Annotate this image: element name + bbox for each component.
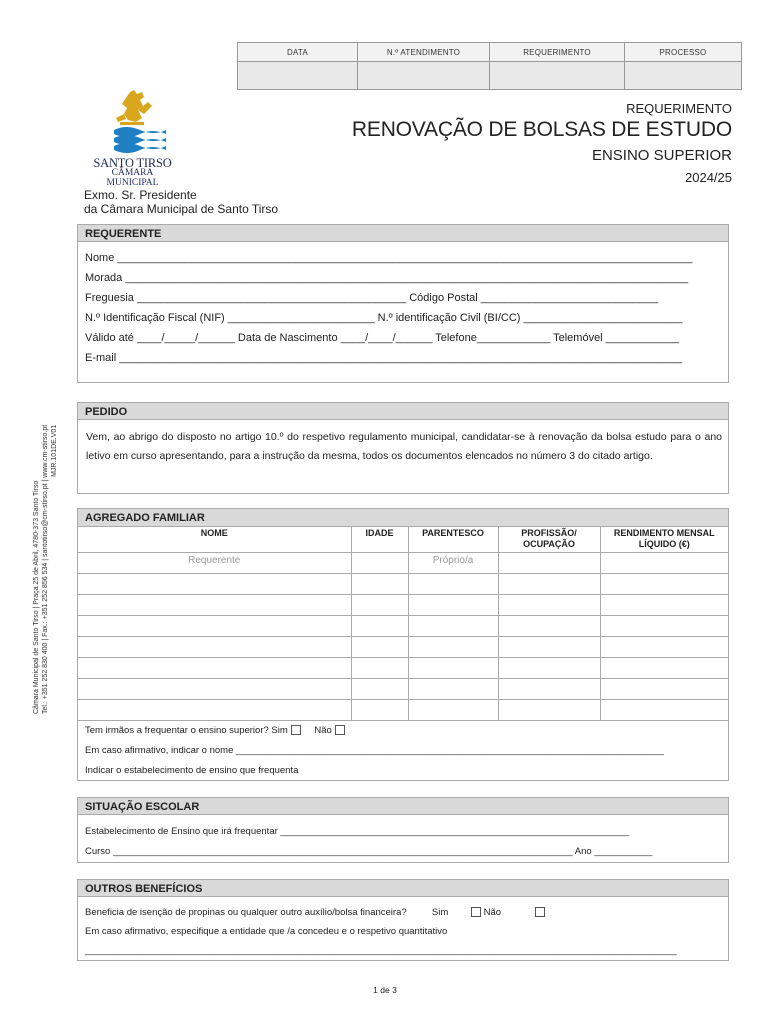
cell-profissao[interactable] (498, 637, 600, 658)
table-row (78, 553, 728, 574)
cell-profissao[interactable] (498, 574, 600, 595)
cell-rendimento[interactable] (600, 595, 728, 616)
cell-nome[interactable]: Requerente (78, 553, 351, 574)
table-row (78, 616, 728, 637)
field-processo[interactable] (625, 62, 742, 90)
cell-idade[interactable] (351, 616, 408, 637)
nao-label: Não (314, 725, 332, 736)
col-nome: NOME (78, 527, 351, 553)
cell-nome[interactable] (78, 658, 351, 679)
table-row (78, 595, 728, 616)
cell-parentesco[interactable] (408, 637, 498, 658)
cell-profissao[interactable] (498, 679, 600, 700)
cell-profissao[interactable] (498, 658, 600, 679)
section-title: REQUERENTE (78, 225, 728, 242)
table-row (78, 700, 728, 721)
col-profissao: PROFISSÃO/ OCUPAÇÃO (498, 527, 600, 553)
cell-nome[interactable] (78, 595, 351, 616)
cell-idade[interactable] (351, 637, 408, 658)
cell-rendimento[interactable] (600, 700, 728, 721)
field-data[interactable] (238, 62, 358, 90)
header-processo: PROCESSO (625, 43, 742, 62)
document-label: REQUERIMENTO (626, 101, 732, 116)
admin-table (237, 42, 742, 90)
section-title: SITUAÇÃO ESCOLAR (78, 798, 728, 815)
cell-nome[interactable] (78, 679, 351, 700)
cell-profissao[interactable] (498, 553, 600, 574)
section-title: OUTROS BENEFÍCIOS (78, 880, 728, 897)
estabelecimento-label: Indicar o estabelecimento de ensino que frequenta (85, 765, 299, 776)
field-freguesia[interactable]: Freguesia ____________________________________________ Código Postal _____________________________ (85, 292, 659, 304)
cell-parentesco[interactable] (408, 700, 498, 721)
col-parentesco: PARENTESCO (408, 527, 498, 553)
entidade-label: Em caso afirmativo, especifique a entidade que /a concedeu e o respetivo quantitativo (85, 926, 448, 937)
addressee-line-2: da Câmara Municipal de Santo Tirso (84, 202, 279, 216)
table-row (78, 637, 728, 658)
cell-nome[interactable] (78, 700, 351, 721)
table-row (78, 574, 728, 595)
cell-nome[interactable] (78, 616, 351, 637)
cell-profissao[interactable] (498, 595, 600, 616)
page-number: 1 de 3 (373, 985, 397, 995)
cell-idade[interactable] (351, 553, 408, 574)
beneficios-question-row (85, 907, 548, 918)
santo-tirso-logo-icon (100, 88, 180, 158)
cell-rendimento[interactable] (600, 574, 728, 595)
cell-parentesco[interactable] (408, 679, 498, 700)
field-validade[interactable]: Válido até ____/_____/______ Data de Nascimento ____/____/______ Telefone____________ Telemóvel ____________ (85, 332, 680, 344)
cell-parentesco[interactable]: Próprio/a (408, 553, 498, 574)
cell-idade[interactable] (351, 595, 408, 616)
field-entidade[interactable]: ________________________________________________________________________________________________________________ (85, 945, 677, 956)
logo-subtitle: CÂMARA MUNICIPAL (106, 168, 159, 188)
cell-rendimento[interactable] (600, 658, 728, 679)
irmaos-question: Tem irmãos a frequentar o ensino superior? (85, 725, 269, 736)
cell-idade[interactable] (351, 700, 408, 721)
table-row (78, 658, 728, 679)
pedido-text: Vem, ao abrigo do disposto no artigo 10.º do respetivo regulamento municipal, candidatar-se à renovação da bolsa estudo para o ano letivo em curso apresentando, para a instrução da mesma, todos os documentos elencados no número 3 do citado artigo. (86, 431, 722, 462)
side-line-1: Câmara Municipal de Santo Tirso | Praça 25 de Abril, 4780-373 Santo Tirso (33, 480, 40, 714)
col-idade: IDADE (351, 527, 408, 553)
field-email[interactable]: E-mail ____________________________________________________________________________________________ (85, 352, 683, 364)
section-outros-beneficios (77, 879, 729, 961)
cell-idade[interactable] (351, 658, 408, 679)
cell-profissao[interactable] (498, 700, 600, 721)
family-table (78, 526, 728, 721)
school-year: 2024/25 (685, 170, 732, 185)
field-curso[interactable]: Curso _______________________________________________________________________________________ Ano ___________ (85, 846, 653, 857)
cell-rendimento[interactable] (600, 637, 728, 658)
cell-rendimento[interactable] (600, 679, 728, 700)
table-row (78, 679, 728, 700)
cell-idade[interactable] (351, 574, 408, 595)
cell-rendimento[interactable] (600, 553, 728, 574)
irmaos-question-row (85, 725, 348, 736)
cell-nome[interactable] (78, 574, 351, 595)
field-morada[interactable]: Morada ____________________________________________________________________________________________ (85, 272, 689, 284)
header-data: DATA (238, 43, 358, 62)
nao-checkbox[interactable] (535, 907, 545, 917)
cell-rendimento[interactable] (600, 616, 728, 637)
nao-label: Não (483, 907, 502, 918)
addressee-line-1: Exmo. Sr. Presidente (84, 188, 197, 202)
col-rendimento: RENDIMENTO MENSAL LÍQUIDO (€) (600, 527, 728, 553)
field-irmao-nome[interactable]: Em caso afirmativo, indicar o nome _________________________________________________________________________________ (85, 745, 664, 756)
sim-label: Sim (271, 725, 288, 736)
section-requerente (77, 224, 729, 383)
section-pedido (77, 402, 729, 494)
section-title: PEDIDO (78, 403, 728, 420)
nao-checkbox[interactable] (335, 725, 345, 735)
field-nif[interactable]: N.º Identificação Fiscal (NIF) ________________________ N.º identificação Civil (BI/CC) __________________________ (85, 312, 683, 324)
document-title: RENOVAÇÃO DE BOLSAS DE ESTUDO (351, 118, 732, 141)
field-nome[interactable]: Nome ______________________________________________________________________________________________ (85, 252, 693, 264)
cell-profissao[interactable] (498, 616, 600, 637)
cell-parentesco[interactable] (408, 658, 498, 679)
beneficios-question: Beneficia de isenção de propinas ou qualquer outro auxílio/bolsa financeira? (85, 907, 407, 918)
header-atendimento: N.º ATENDIMENTO (358, 43, 490, 62)
side-line-2: Tel.: +351 252 830 400 | Fax.: +351 252 856 534 | santotirso@cm-stirso.pt | www.cm-stirso.pt (42, 424, 49, 714)
sim-checkbox[interactable] (471, 907, 481, 917)
document-subtitle: ENSINO SUPERIOR (591, 147, 732, 164)
side-line-3: MJR.101DE.V01 (51, 424, 58, 477)
field-atendimento[interactable] (358, 62, 490, 90)
cell-idade[interactable] (351, 679, 408, 700)
cell-parentesco[interactable] (408, 616, 498, 637)
section-title: AGREGADO FAMILIAR (78, 509, 728, 526)
field-requerimento[interactable] (490, 62, 625, 90)
section-situacao-escolar (77, 797, 729, 863)
section-agregado-familiar (77, 508, 729, 781)
header-requerimento: REQUERIMENTO (490, 43, 625, 62)
cell-nome[interactable] (78, 637, 351, 658)
logo-name: SANTO TIRSO (93, 156, 172, 170)
side-contact-text (32, 425, 59, 714)
cell-parentesco[interactable] (408, 574, 498, 595)
sim-checkbox[interactable] (291, 725, 301, 735)
sim-label: Sim (431, 907, 449, 918)
field-estabelecimento[interactable]: Estabelecimento de Ensino que irá frequentar __________________________________________________________________ (85, 826, 630, 837)
cell-parentesco[interactable] (408, 595, 498, 616)
